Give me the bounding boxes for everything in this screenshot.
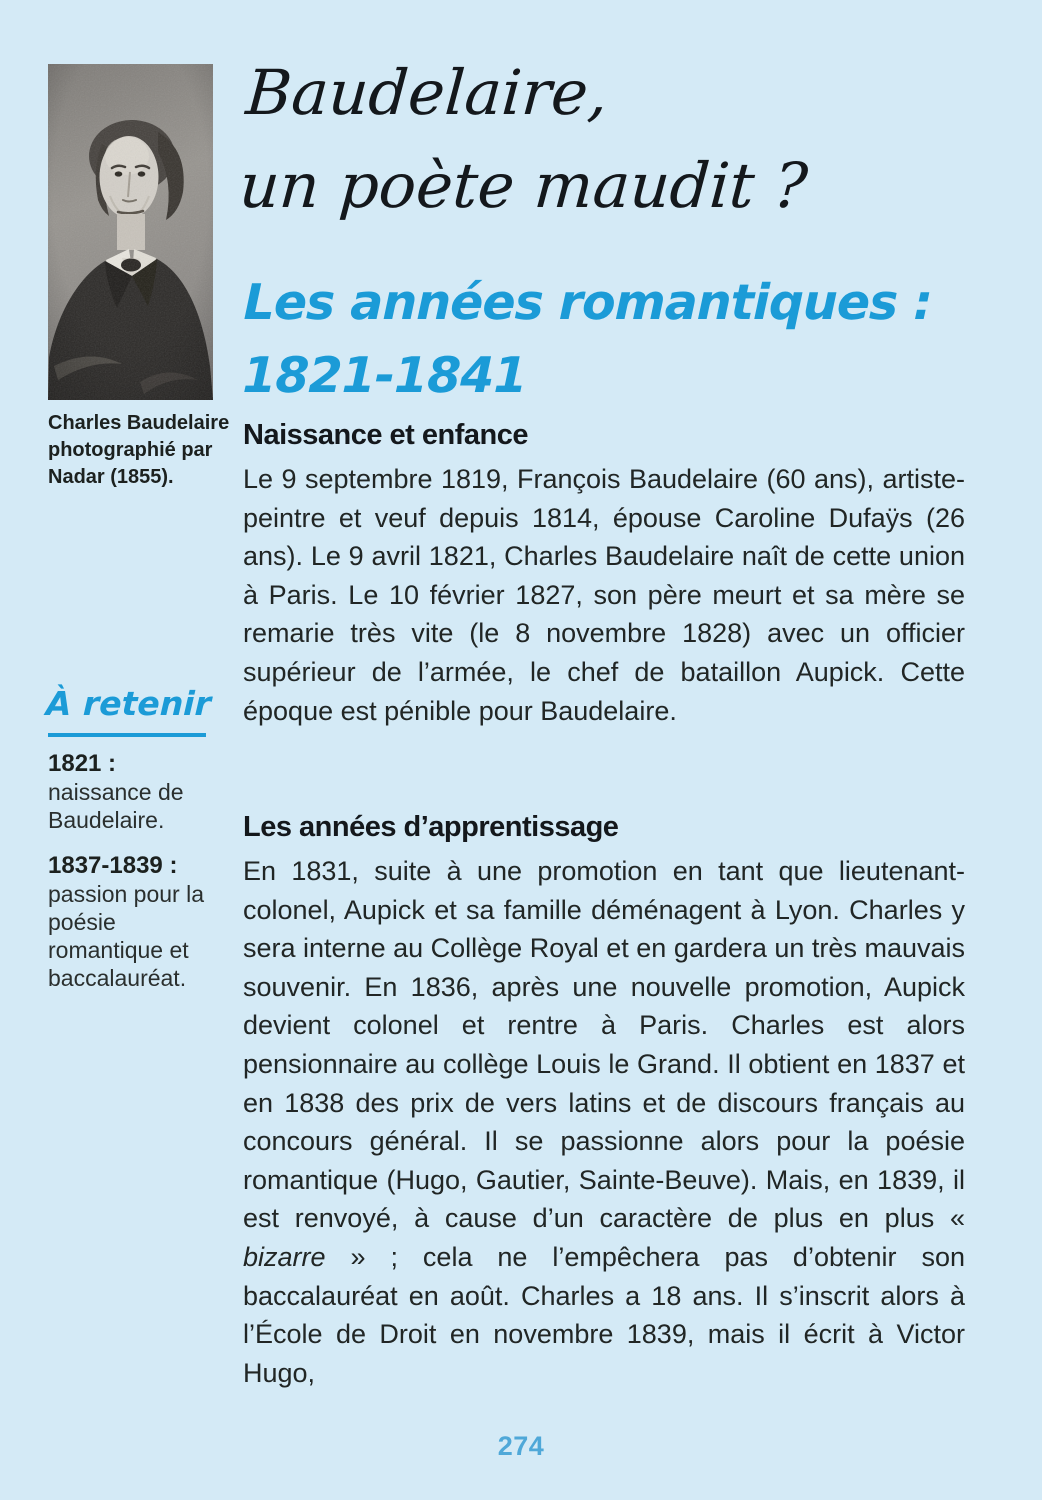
chapter-heading [242, 266, 1005, 412]
section-heading: Les années d’apprentissage [243, 811, 619, 843]
sidebar-item-text: passion pour la poésie romantique et baccalauréat. [48, 881, 204, 991]
photo-caption: Charles Baudelaire photographié par Nadar (1855). [48, 412, 230, 488]
page-number: 274 [497, 1431, 545, 1461]
sidebar-item-date: 1837-1839 : [48, 852, 178, 879]
section-paragraph: Le 9 septembre 1819, François Baudelaire (60 ans), artiste-peintre et veuf depuis 1814, épouse Caroline Dufaÿs (26 ans). Le 9 avril 1821, Charles Baudelaire naît de cette union à Paris. Le 10 février 1827, son père meurt et sa mère se remarie très vite (le 8 novembre 1828) avec un officier supérieur de l’armée, le chef de bataillon Aupick. Cette époque est pénible pour Baudelaire. [243, 464, 965, 726]
sidebar-item-1821 [48, 749, 226, 834]
portrait-illustration [48, 64, 213, 400]
sidebar-title: À retenir [45, 684, 212, 723]
section-naissance-et-enfance [243, 418, 965, 730]
baudelaire-portrait-photo [48, 64, 213, 400]
sidebar-item-date: 1821 : [48, 750, 117, 777]
sidebar-item-1837-1839 [48, 851, 226, 992]
page-title-line2: un poète maudit ? [237, 149, 810, 222]
chapter-heading-line1: Les années romantiques : [243, 274, 933, 331]
page-title [236, 46, 1009, 232]
section-paragraph: En 1831, suite à une promotion en tant que lieutenant-colonel, Aupick et sa famille déménagent à Lyon. Charles y sera interne au Collège Royal et en gardera un très mauvais souvenir. En 1836, après une nouvelle promotion, Aupick devient colonel et rentre à Paris. Charles est alors pensionnaire au collège Louis le Grand. Il obtient en 1837 et en 1838 des prix de vers latins et de discours français au concours général. Il se passionne alors pour la poésie romantique (Hugo, Gautier, Sainte-Beuve). Mais, en 1839, il est renvoyé, à cause d’un caractère de plus en plus « bizarre » ; cela ne l’empêchera pas d’obtenir son baccalauréat en août. Charles a 18 ans. Il s’inscrit alors à l’École de Droit en novembre 1839, mais il écrit à Victor Hugo, [243, 856, 965, 1388]
sidebar-item-text: naissance de Baudelaire. [48, 779, 184, 833]
section-annees-apprentissage [243, 810, 965, 1392]
page-title-line1: Baudelaire, [243, 56, 611, 129]
sidebar-items [48, 749, 226, 992]
section-heading: Naissance et enfance [243, 419, 528, 451]
sidebar-divider [48, 733, 206, 737]
chapter-heading-line2: 1821-1841 [241, 347, 527, 404]
